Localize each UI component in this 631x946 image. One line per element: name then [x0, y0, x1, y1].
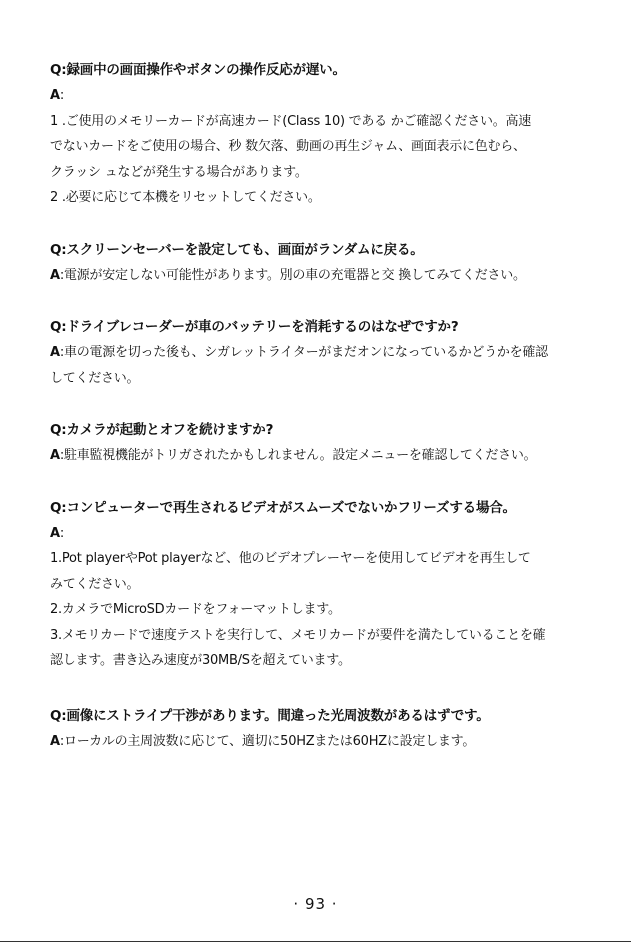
faq-question: Q:画像にストライプ干渉があります。間違った光周波数があるはずです。	[50, 707, 490, 724]
faq-answer-line	[50, 340, 590, 366]
answer-text: :	[59, 525, 64, 541]
faq-question: Q:録画中の画面操作やボタンの操作反応が遅い。	[50, 62, 346, 78]
faq-page	[50, 58, 590, 781]
faq-item-5	[50, 496, 590, 674]
answer-text: :駐車監視機能がトリガされたかもしれません。設定メニューを確認してください。	[59, 448, 537, 463]
answer-label: A	[50, 733, 60, 749]
faq-question: Q:ドライブレコーダーが車のバッテリーを消耗するのはなぜですか?	[50, 319, 459, 335]
faq-answer-line: 1.Pot playerやPot playerなど、他のビデオプレーヤーを使用してビデオを再生して	[50, 551, 531, 566]
answer-label: A	[50, 88, 60, 103]
answer-text: :ローカルの主周波数に応じて、適切に50HZまたは60HZに設定します。	[59, 733, 476, 749]
faq-answer-line	[50, 729, 590, 755]
faq-answer-line: みてください。	[50, 576, 140, 592]
faq-answer-line: クラッシ ュなどが発生する場合があります。	[50, 164, 308, 180]
answer-label: A	[50, 525, 60, 541]
bottom-divider	[0, 941, 631, 942]
answer-text: :	[59, 88, 64, 103]
faq-question: Q:スクリーンセーバーを設定しても、画面がランダムに戻る。	[50, 241, 424, 258]
answer-text: :電源が安定しない可能性があります。別の車の充電器と交 換してみてください。	[59, 267, 526, 283]
faq-answer-line: 2.カメラでMicroSDカードをフォーマットします。	[50, 602, 341, 617]
faq-item-1	[50, 58, 590, 211]
page-number: · 93 ·	[293, 895, 338, 913]
faq-answer-line	[50, 263, 590, 289]
faq-answer-line: 2 .必要に応じて本機をリセットしてください。	[50, 190, 321, 205]
answer-label: A	[50, 448, 60, 463]
faq-answer-line: 3.メモリカードで速度テストを実行して、メモリカードが要件を満たしていることを確	[50, 627, 546, 643]
faq-question: Q:コンピューターで再生されるビデオがスムーズでないかフリーズする場合。	[50, 499, 516, 516]
answer-text: :車の電源を切った後も、シガレットライターがまだオンになっているかどうかを確認	[59, 345, 548, 360]
faq-answer-line	[50, 443, 590, 469]
faq-item-4	[50, 418, 590, 469]
answer-label: A	[50, 345, 60, 360]
faq-answer-line	[50, 521, 590, 547]
faq-answer-line: 認します。書き込み速度が30MB/Sを超えています。	[50, 653, 351, 668]
faq-answer-line: してください。	[50, 370, 140, 386]
faq-answer-line	[50, 83, 590, 109]
faq-answer-line: 1 .ご使用のメモリーカードが高速カード(Class 10) である かご確認ください。高速	[50, 113, 532, 129]
answer-label: A	[50, 267, 60, 283]
faq-question: Q:カメラが起動とオフを続けますか?	[50, 422, 274, 438]
faq-item-2	[50, 238, 590, 289]
faq-item-3	[50, 315, 590, 391]
faq-item-6	[50, 704, 590, 755]
faq-answer-line: でないカードをご使用の場合、秒 数欠落、動画の再生ジャム、画面表示に色むら、	[50, 139, 526, 154]
